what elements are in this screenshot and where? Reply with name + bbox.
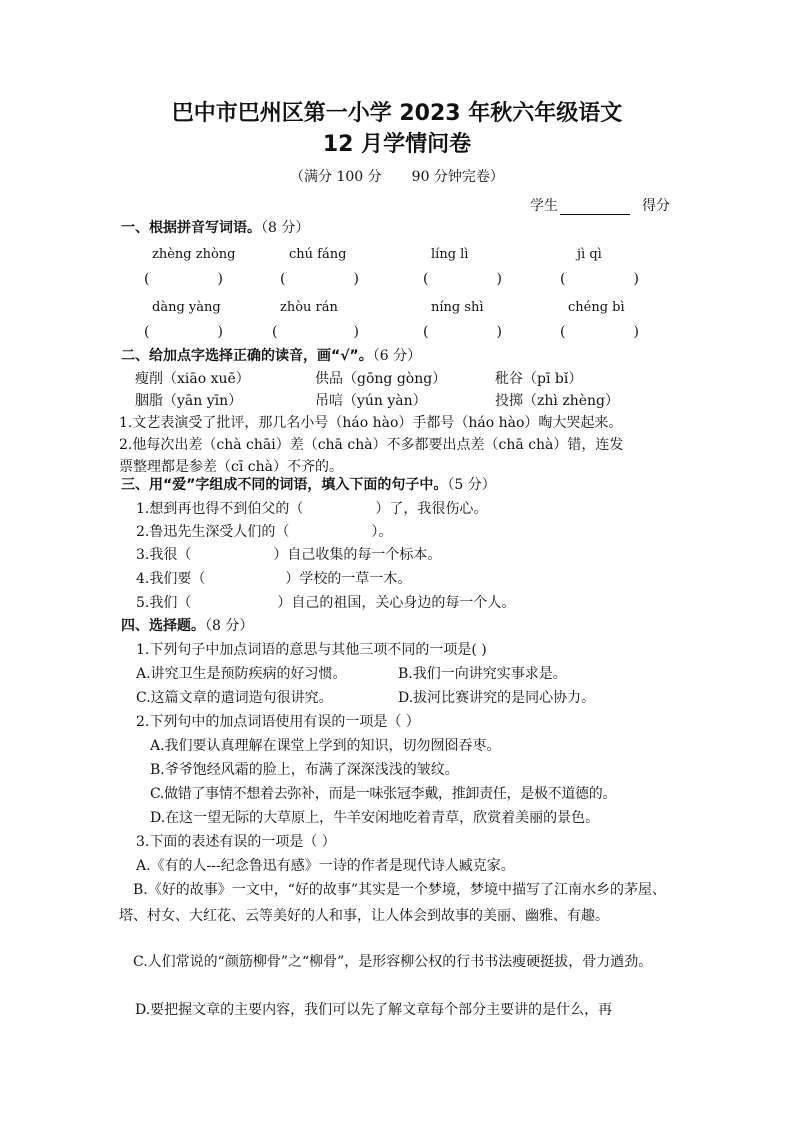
exam-info bbox=[0, 166, 794, 186]
reading-item[interactable]: 吊唁（yún yàn） bbox=[315, 393, 427, 409]
fill-sentence: 1.想到再也得不到伯父的（ ）了，我很伤心。 bbox=[136, 501, 488, 517]
option-text[interactable]: A.我们要认真理解在课堂上学到的知识，切勿囫囵吞枣。 bbox=[150, 738, 501, 754]
pinyin: zhòu rán bbox=[280, 300, 338, 315]
answer-blank[interactable]: ( ) bbox=[423, 324, 502, 340]
exam-title: 巴中市巴州区第一小学 2023 年秋六年级语文 bbox=[171, 101, 623, 126]
duration-text: 90 分钟完卷） bbox=[411, 169, 504, 185]
reading-item[interactable]: 胭脂（yān yīn） bbox=[135, 393, 243, 409]
fill-sentence: 2.鲁迅先生深受人们的（ ）。 bbox=[136, 524, 393, 540]
option-text[interactable]: C.这篇文章的遣词造句很讲究。 bbox=[136, 690, 333, 706]
section-1-heading: 一、根据拼音写词语。（8 分） bbox=[121, 220, 310, 236]
section-3-heading: 三、用“爱”字组成不同的词语，填入下面的句子中。（5 分） bbox=[121, 477, 496, 493]
fill-sentence: 3.我很（ ）自己收集的每一个标本。 bbox=[136, 547, 442, 563]
question-text: 2.他每次出差（chà chāi）差（chā chà）不多都要出点差（chā chà）错，连发 bbox=[119, 437, 624, 453]
student-name-blank[interactable] bbox=[560, 200, 630, 215]
answer-blank[interactable]: ( ) bbox=[144, 271, 223, 287]
pinyin: chéng bì bbox=[568, 300, 625, 315]
question-text: 1.文艺表演受了批评，那几名小号（háo hào）手都号（háo hào）啕大哭起来。 bbox=[119, 415, 623, 431]
pinyin: líng lì bbox=[431, 247, 469, 262]
student-label: 学生 bbox=[530, 198, 558, 214]
option-text[interactable]: A.《有的人---纪念鲁迅有感》一诗的作者是现代诗人臧克家。 bbox=[136, 858, 515, 874]
fill-sentence: 4.我们要（ ）学校的一草一木。 bbox=[136, 571, 412, 587]
option-text[interactable]: A.讲究卫生是预防疾病的好习惯。 bbox=[136, 666, 347, 682]
option-text[interactable]: D.拔河比赛讲究的是同心协力。 bbox=[398, 690, 596, 706]
answer-blank[interactable]: ( ) bbox=[280, 271, 359, 287]
answer-blank[interactable]: ( ) bbox=[560, 271, 639, 287]
question-text: 1.下列句子中加点词语的意思与其他三项不同的一项是( ) bbox=[136, 642, 487, 658]
option-text[interactable]: B.爷爷饱经风霜的脸上，布满了深深浅浅的皱纹。 bbox=[150, 762, 459, 778]
option-text[interactable]: B.我们一向讲究实事求是。 bbox=[398, 666, 567, 682]
option-text[interactable]: D.在这一望无际的大草原上，牛羊安闲地吃着青草，欣赏着美丽的景色。 bbox=[150, 810, 600, 826]
question-text: 2.下列句中的加点词语使用有误的一项是（ ） bbox=[136, 714, 420, 730]
pinyin: chú fáng bbox=[289, 247, 347, 262]
score-label: 得分 bbox=[642, 198, 670, 214]
answer-blank[interactable]: ( ) bbox=[144, 324, 223, 340]
student-info bbox=[530, 195, 670, 215]
reading-item[interactable]: 供品（gōng gòng） bbox=[315, 371, 447, 387]
answer-blank[interactable]: ( ) bbox=[423, 271, 502, 287]
answer-blank[interactable]: ( ) bbox=[272, 324, 359, 340]
option-text[interactable]: D.要把握文章的主要内容，我们可以先了解文章每个部分主要讲的是什么，再 bbox=[135, 1002, 613, 1018]
exam-subtitle: 12 月学情问卷 bbox=[322, 132, 472, 157]
pinyin: zhèng zhòng bbox=[152, 247, 236, 262]
full-score-text: （满分 100 分 bbox=[290, 169, 382, 185]
pinyin: níng shì bbox=[431, 300, 484, 315]
reading-item[interactable]: 投掷（zhì zhèng） bbox=[495, 393, 619, 409]
reading-item[interactable]: 秕谷（pī bǐ） bbox=[495, 371, 583, 387]
option-text[interactable]: C.做错了事情不想着去弥补，而是一味张冠李戴，推卸责任，是极不道德的。 bbox=[150, 786, 617, 802]
section-4-heading: 四、选择题。（8 分） bbox=[121, 618, 254, 634]
pinyin: jì qì bbox=[577, 247, 602, 262]
answer-blank[interactable]: ( ) bbox=[560, 324, 639, 340]
question-text: 票整理都是参差（cī chà）不齐的。 bbox=[119, 459, 343, 475]
option-text[interactable]: B.《好的故事》一文中，“好的故事”其实是一个梦境，梦境中描写了江南水乡的茅屋、塔、村女、大红花、云等美好的人和事，让人体会到故事的美丽、幽雅、有趣。 bbox=[119, 882, 667, 924]
question-text: 3.下面的表述有误的一项是（ ） bbox=[136, 834, 336, 850]
option-text[interactable]: C.人们常说的“颜筋柳骨”之“柳骨”，是形容柳公权的行书书法瘦硬挺拔，骨力遒劲。 bbox=[133, 954, 653, 970]
pinyin: dàng yàng bbox=[152, 300, 221, 315]
section-2-heading: 二、给加点字选择正确的读音，画“√”。（6 分） bbox=[121, 348, 422, 364]
reading-item[interactable]: 瘦削（xiāo xuē） bbox=[135, 371, 250, 387]
fill-sentence: 5.我们（ ）自己的祖国，关心身边的每一个人。 bbox=[136, 595, 516, 611]
